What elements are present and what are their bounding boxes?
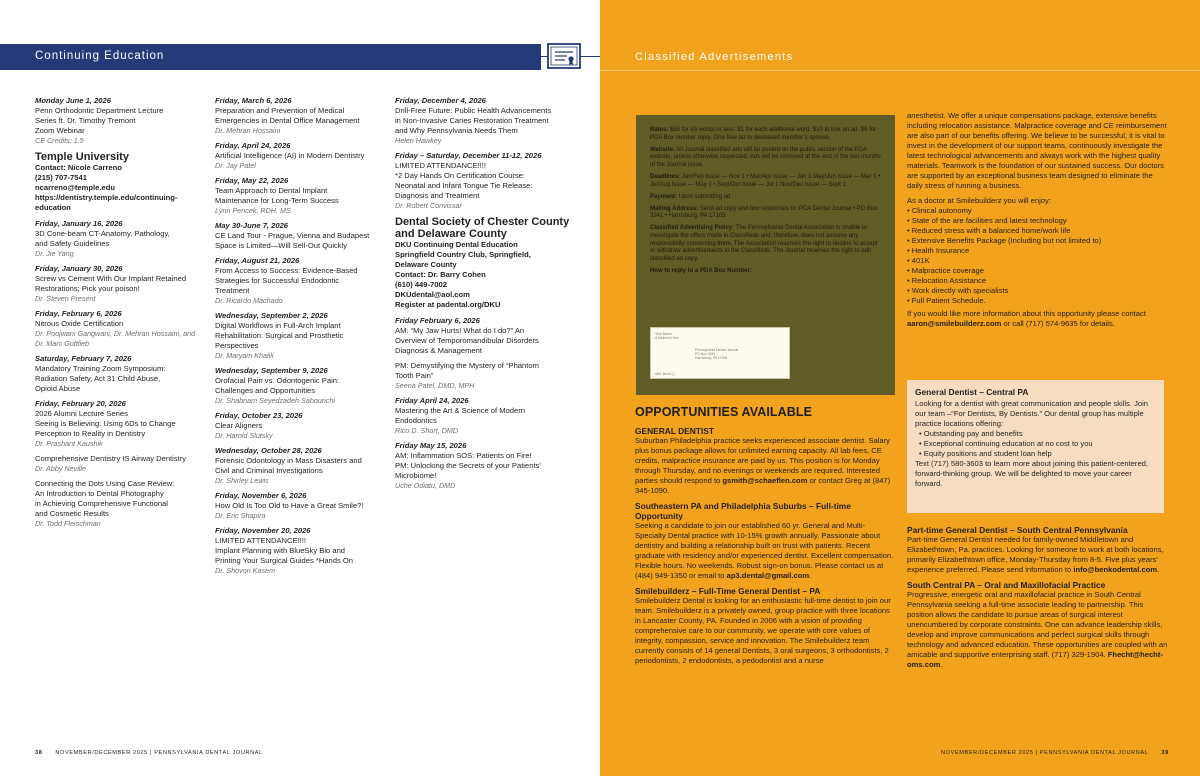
folio-right: NOVEMBER/DECEMBER 2025 | PENNSYLVANIA DENTAL JOURNAL 39 [941,750,1169,756]
event-date: Wednesday, October 28, 2026 [215,446,322,455]
opportunities-column-left [635,426,895,666]
event-title-line: Digital Workflows in Full-Arch Implant [215,321,341,330]
event-title-line: in Achieving Comprehensive Functional [35,499,168,508]
benefit-item: • State of the are facilities and latest technology [907,216,1167,226]
event-presenter: Seena Patel, DMD, MPH [395,381,475,390]
event-presenter: Dr. Shirley Lewis [215,476,269,485]
event-date: Friday, March 6, 2026 [215,96,292,105]
event-title-line: Diagnosis & Management [395,346,482,355]
event-date: Friday April 24, 2026 [395,396,469,405]
event-date: Friday February 6, 2026 [395,316,480,325]
event-presenter: Rico D. Short, DMD [395,426,459,435]
ce-event [215,446,385,486]
event-title-line: *2 Day Hands On Certification Course: [395,171,525,180]
contact-line: Register at padental.org/DKU [395,300,501,309]
event-title-line: Zoom Webinar [35,126,85,135]
event-date: Friday, December 4, 2026 [395,96,486,105]
contact-line: DKU Continuing Dental Education [395,240,518,249]
ce-column-2 [215,96,385,581]
event-title-line: AM: Inflammation SOS: Patients on Fire! [395,451,532,460]
opportunities-column-right [907,111,1167,329]
event-title-line: Implant Planning with BlueSky Bio and [215,546,346,555]
event-title-line: Strategies for Successful Endodontic [215,276,340,285]
event-date: Friday, February 20, 2026 [35,399,126,408]
event-title-line: Series ft. Dr. Timothy Tremont [35,116,136,125]
section-header-classified: Classified Advertisements [635,51,794,63]
event-title-line: Seeing is Believing: Using 6Ds to Change [35,419,176,428]
ad-body-oral-maxillofacial: Progressive, energetic oral and maxillofacial practice in South Central Pennsylvania seeking a full-time associate leading to partnership. This position allows the candidate to pursue areas of surgical interest unencumbered by corporate constraints. One can advance leadership skills, develop and improve communications and perfect surgical skills through technology and advanced education. These opportunities are coupled with an amicable and supportive enterprising staff. (717) 329-1904. Fhecht@hecht-oms.com. [907,590,1168,669]
benefit-item: • Clinical autonomy [907,206,1167,216]
envelope-attn: Attn: Box# [ ] [655,372,675,376]
event-title-line: Mandatory Training Zoom Symposium: [35,364,166,373]
event-title-line: From Access to Success: Evidence-Based [215,266,358,275]
event-date: Friday, November 6, 2026 [215,491,307,500]
event-presenter: Helen Hawkey [395,136,442,145]
benefit-item: • Exceptional continuing education at no cost to you [919,439,1156,449]
ce-event [395,151,570,211]
event-title-line: Perspectives [215,341,259,350]
event-title-line: Neonatal and Infant Tongue Tie Release: [395,181,533,190]
certificate-icon [547,42,581,70]
event-title-line: and Cosmetic Results [35,509,109,518]
header-rule-right [600,70,1200,71]
event-presenter: Dr. Steven Present [35,294,96,303]
ad-body-general-dentist: Suburban Philadelphia practice seeks experienced associate dentist. Salary plus bonus package allows for unlimited earning capacity. All lab fees, CE credits, malpractice insurance are paid by us. This position is for Monday through Thursday, and no evenings or weekends are required. Interested parties should respond to gsmith@schaeflen.com or contact Greg at (847) 345-1090. [635,436,891,495]
contact-line: education [35,203,71,212]
event-title-line: LIMITED ATTENDANCE!!!! [395,161,486,170]
event-presenter: Dr. Shovon Kasem [215,566,276,575]
ce-event [215,526,385,576]
classified-rates-box: Rates: $50 for 45 words or less. $1 for each additional word. $10 to box an ad. $5 for PDA Box number reply. One free ad to deceased member’s spouse. Website: All Journal classified ads will be posted on the public section of the PDA website, unless otherwise requested. Ads will be removed at the end of the two months of the Journal issue. Deadlines: Jan/Feb Issue — Nov 1 • Mar/Apr Issue — Jan 1 May/Jun Issue — Mar 1 • Jul/Aug Issue — May 1 • Sept/Oct Issue — Jul 1 Nov/Dec Issue — Sept 1 Payment: Upon submitting ad. Mailing Address: Send ad copy and box responses to: PDA Dental Journal • PO Box 3341 • Harrisburg, PA 17105 Classified Advertising Policy: The Pennsylvania Dental Association is unable to investigate the offers made in Classifieds and, therefore, does not assume any responsibility concerning them. The Association reserves the right to decline to accept or withdraw advertisements in the Classifieds. The Journal reserves the right to edit classified ad copy. How to reply to a PDA Box Number: [636,115,895,395]
event-title-line: Nitrous Oxide Certification [35,319,124,328]
contact-line: https://dentistry.temple.edu/continuing- [35,193,178,202]
contact-line: Contact: Dr. Barry Cohen [395,270,486,279]
event-title-line: Comprehensive Dentistry IS Airway Dentistry [35,454,187,463]
event-title-line: Radiation Safety, Act 31 Child Abuse, [35,374,161,383]
event-title-line: How Old Is Too Old to Have a Great Smile?! [215,501,364,510]
event-title-line: in Non-Invasive Caries Restoration Treatment [395,116,549,125]
event-title-line: Mastering the Art & Science of Modern [395,406,526,415]
folio-left: 38 NOVEMBER/DECEMBER 2025 | PENNSYLVANIA DENTAL JOURNAL [35,750,263,756]
ad-enjoy-line: As a doctor at Smilebuilderz you will enjoy: [907,196,1051,205]
event-date: Friday, February 6, 2026 [35,309,122,318]
event-title-line: Restorations; Pick your poison! [35,284,140,293]
ce-event [35,479,205,529]
ad-contact-smilebuilderz: If you would like more information about this opportunity please contact aaron@smilebuilderz.com or call (717) 574-9635 for details. [907,309,1146,328]
email-link[interactable]: info@benkodental.com [1073,565,1158,574]
event-date: Friday, January 30, 2026 [35,264,123,273]
ce-event [215,221,385,251]
event-date: Friday, October 23, 2026 [215,411,303,420]
org-contact-dku [395,240,570,310]
ce-event [215,366,385,406]
ce-event [215,491,385,521]
event-title-line: Civil and Criminal Investigations [215,466,323,475]
event-title-line: PM: Demystifying the Mystery of “Phantom [395,361,539,370]
event-presenter: Dr. Robert Convissar [395,201,462,210]
event-date: Friday, April 24, 2026 [215,141,291,150]
event-title-line: AM: “My Jaw Hurts! What do I do?” An [395,326,525,335]
event-title-line: Clear Aligners [215,421,263,430]
event-title-line: Preparation and Prevention of Medical [215,106,345,115]
event-title-line: Team Approach to Dental Implant [215,186,328,195]
event-date: Wednesday, September 9, 2026 [215,366,328,375]
event-presenter: Uche Odiatu, DMD [395,481,456,490]
ce-event [35,354,205,394]
event-title-line: Space is Limited—Will Sell-Out Quickly [215,241,348,250]
ce-column-1 [35,96,205,534]
event-title-line: Tooth Pain” [395,371,434,380]
event-date: Friday – Saturday, December 11-12, 2026 [395,151,542,160]
ad-body-southeastern: Seeking a candidate to join our established 60 yr. General and Multi-Specialty Dental practice with 10-15% growth annually. Passionate about dentistry and building a relationship built on trust with patients. Recent graduate with residency and/or experienced dentist. Excellent compensation. Flexible hours. No weekends. Robust sign-on bonus. Please contact us at (484) 949-1350 or email to ap3.dental@gmail.com. [635,521,894,580]
event-title-line: Opioid Abuse [35,384,81,393]
event-presenter: CE Credits: 1.5 [35,136,84,145]
ce-event [215,256,385,306]
ce-event [215,411,385,441]
email-link[interactable]: aaron@smilebuilderz.com [907,319,1002,328]
event-title-line: Treatment [215,286,250,295]
central-pa-benefits [919,429,1156,459]
event-title-line: An Introduction to Dental Photography [35,489,164,498]
ad-title-oral-maxillofacial: South Central PA – Oral and Maxillofacial Practice [907,580,1106,590]
contact-line: DKUdental@aol.com [395,290,470,299]
contact-line: ncarreno@temple.edu [35,183,115,192]
benefit-item: • Full Patient Schedule. [907,296,1167,306]
event-presenter: Dr. Mehran Hossaini [215,126,281,135]
event-title-line: 3D Cone-beam CT-Anatomy, Pathology, [35,229,170,238]
event-date: Friday, January 16, 2026 [35,219,123,228]
ce-event [35,219,205,259]
ce-column-3 [395,96,570,496]
ad-body-smilebuilderz-cont: anesthetist. We offer a unique compensations package, extensive benefits including relocation assistance. Malpractice coverage and CE reimbursement are also part of our benefits offering. We believe to be successful; it is vital to invest in the development of our support teams, continuously investigate the latest technological advancements and always work with the highest quality materials. Teamwork is the foundation of our sustained success. Our doctors are supported by an exceptional business team designed to eliminate the daily stress of running a business. [907,111,1167,190]
ce-event [215,176,385,216]
event-title-line: PM: Unlocking the Secrets of your Patients’ [395,461,542,470]
envelope-to: Pennsylvania Dental Journal PO Box 3341 Harrisburg, PA 17105 [695,348,738,361]
ce-event [395,396,570,436]
event-title-line: Printing Your Surgical Guides *Hands On [215,556,354,565]
contact-line: Springfield Country Club, Springfield, [395,250,531,259]
ad-title-central-pa: General Dentist – Central PA [915,387,1029,397]
event-title-line: Perception to Reality in Dentistry [35,429,146,438]
event-title-line: Connecting the Dots Using Case Review: [35,479,175,488]
ad-title-general-dentist: GENERAL DENTIST [635,426,714,436]
event-title-line: 2026 Alumni Lecture Series [35,409,128,418]
event-presenter: Dr. Shabnam Seyedzadeh Sabounchi [215,396,336,405]
event-date: Friday May 15, 2026 [395,441,467,450]
event-title-line: Penn Orthodontic Department Lecture [35,106,164,115]
ce-event [35,96,205,146]
ad-title-part-time: Part-time General Dentist – South Central Pennsylvania [907,525,1128,535]
event-presenter: Dr. Ricardo Machado [215,296,283,305]
event-title-line: Forensic Odontology in Mass Disasters and [215,456,362,465]
event-presenter: Dr. Eric Shapira [215,511,266,520]
contact-line: (215) 707-7541 [35,173,87,182]
ce-event [395,316,570,391]
event-presenter: Dr. Abby Neville [35,464,86,473]
ad-title-smilebuilderz: Smilebuilderz – Full-Time General Dentist – PA [635,586,821,596]
event-presenter: Dr. Harold Slutsky [215,431,273,440]
event-title-line: and Safety Guidelines [35,239,110,248]
ce-event [215,141,385,171]
event-title-line: Diagnosis and Treatment [395,191,480,200]
event-date: Monday June 1, 2026 [35,96,111,105]
benefit-item: • Malpractice coverage [907,266,1167,276]
benefit-item: • Outstanding pay and benefits [919,429,1156,439]
event-title-line: CE Land Tour - Prague, Vienna and Budapest [215,231,370,240]
event-presenter: Dr. Maryam Khalili [215,351,274,360]
email-link[interactable]: gsmith@schaeflen.com [722,476,808,485]
contact-line: Delaware County [395,260,457,269]
opportunities-title: OPPORTUNITIES AVAILABLE [635,405,813,419]
ce-event [215,311,385,361]
contact-line: Contact: Nicole Carreno [35,163,122,172]
benefit-item: • Extensive Benefits Package (Including but not limited to) [907,236,1167,246]
event-date: Friday, August 21, 2026 [215,256,300,265]
event-presenter: Dr. Todd Fleischman [35,519,101,528]
contact-line: (610) 449-7002 [395,280,447,289]
event-presenter: Lynn Pencek, RDH, MS [215,206,291,215]
benefit-item: • Health Insurance [907,246,1167,256]
ce-event [35,454,205,474]
event-title-line: and Why Pennsylvania Needs Them [395,126,518,135]
ce-event [35,309,205,349]
ad-body-smilebuilderz: Smilebuilderz Dental is looking for an enthusiastic full-time dentist to join our team. Smilebuilderz is a privately owned, group practice with three locations in Lancaster County, PA. Founded in 2006 with a vision of providing comprehensive care to our community, we operate with core values of integrity, compassion, service and innovation. The Smilebuilderz team currently consists of 14 general Dentists, 3 oral surgeons, 3 orthodontists, 2 periodontists, 2 endodontists, a pedodontist and a nurse [635,596,891,665]
event-title-line: Screw vs Cement With Our Implant Retained [35,274,187,283]
event-presenter: Dr. Prashant Kaushik [35,439,103,448]
section-header-continuing-education: Continuing Education [35,50,165,62]
ce-event [395,96,570,146]
event-title-line: Maintenance for Long-Term Success [215,196,339,205]
event-title-line: Drill-Free Future: Public Health Advancements [395,106,552,115]
event-title-line: Emergencies in Dental Office Management [215,116,360,125]
benefit-item: • Reduced stress with a balanced home/work life [907,226,1167,236]
event-title-line: Orofacial Pain vs. Odontogenic Pain: [215,376,340,385]
org-contact-temple [35,163,205,213]
event-title-line: Overview of Temporomandibular Disorders [395,336,539,345]
benefit-item: • Work directly with specialists [907,286,1167,296]
email-link[interactable]: ap3.dental@gmail.com [726,571,810,580]
ce-event [395,441,570,491]
event-date: Friday, May 22, 2026 [215,176,289,185]
ad-title-southeastern: Southeastern PA and Philadelphia Suburbs – Full-time Opportunity [635,501,851,521]
event-title-line: Endodontics [395,416,437,425]
benefit-item: • Relocation Assistance [907,276,1167,286]
ce-event [35,399,205,449]
event-presenter: Dr. Jay Patel [215,161,256,170]
event-date: Friday, November 20, 2026 [215,526,311,535]
event-title-line: Challenges and Opportunities [215,386,316,395]
envelope-return: Your Name & Address Here [655,332,679,341]
event-date: May 30-June 7, 2026 [215,221,289,230]
ce-event [215,96,385,136]
ad-body-part-time: Part-time General Dentist needed for family-owned Middletown and Elizabethtown, Pa. practices. Looking for someone to work at both locations, primarily Elizabethtown office, Monday-Thursday from 8-5. Five plus years’ experience preferred. Please send information to info@benkodental.com. [907,535,1164,574]
benefit-item: • Equity positions and student loan help [919,449,1156,459]
org-name-temple: Temple University [35,151,129,163]
ce-event [35,264,205,304]
event-date: Wednesday, September 2, 2026 [215,311,328,320]
event-title-line: Microbiome! [395,471,437,480]
event-title-line: LIMITED ATTENDANCE!!!! [215,536,306,545]
org-name-chester-delaware: Dental Society of Chester County and Delaware County [395,216,570,240]
benefit-item: • 401K [907,256,1167,266]
smilebuilderz-benefits [907,206,1167,306]
event-title-line: Rehabilitation: Surgical and Prosthetic [215,331,344,340]
email-link[interactable]: Fhecht@hecht-oms.com [907,650,1163,669]
opportunities-column-right-lower [907,525,1169,670]
event-presenter: Dr. Jie Yang [35,249,74,258]
reply-envelope-sample [650,327,790,379]
event-date: Saturday, February 7, 2026 [35,354,132,363]
event-presenter: Dr. Poojwani Gangwani, Dr. Mehran Hossaini, and Dr. Marc Gottlieb [35,329,196,348]
event-title-line: Artificial Intelligence (AI) in Modern Dentistry [215,151,365,160]
ad-box-central-pa: General Dentist – Central PA Looking for a dentist with great communication and people skills. Join our team –“For Dentists, By Dentists.” Our dental group has multiple practice locations offering: • Outstanding pay and benefits • Exceptional continuing education at no cost to you • Equity positions and student loan help Text (717) 580-3603 to learn more about joining this patient-centered, forward-thinking group. We will be delighted to move your career forward. [907,380,1164,513]
